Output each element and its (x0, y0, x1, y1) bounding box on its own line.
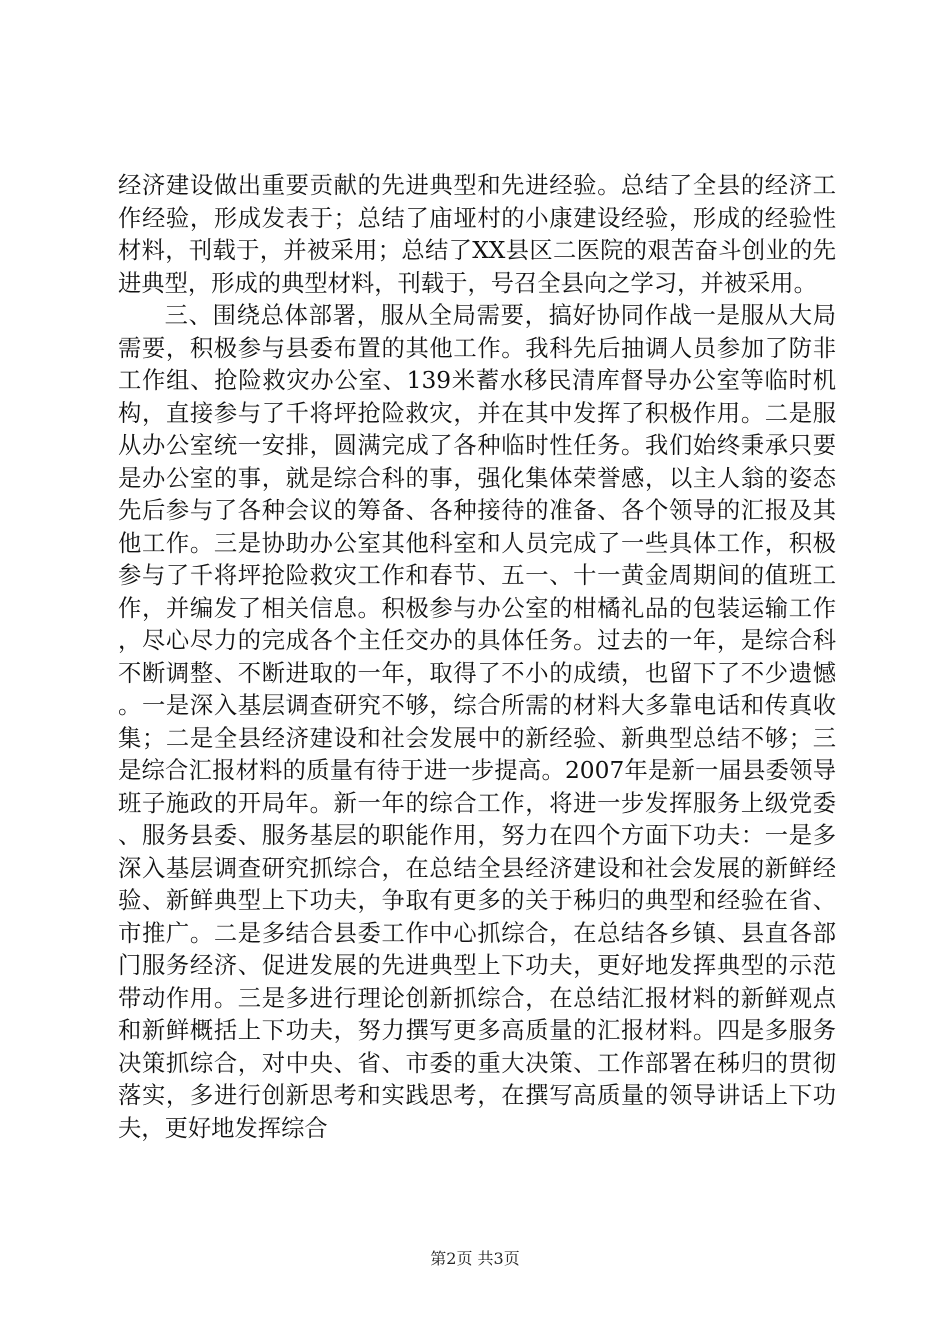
paragraph-2: 三、围绕总体部署，服从全局需要，搞好协同作战一是服从大局需要，积极参与县委布置的其他工作。我科先后抽调人员参加了防非工作组、抢险救灾办公室、139米蓄水移民清库督导办公室等临时机构，直接参与了千将坪抢险救灾，并在其中发挥了积极作用。二是服从办公室统一安排，圆满完成了各种临时性任务。我们始终秉承只要是办公室的事，就是综合科的事，强化集体荣誉感，以主人翁的姿态先后参与了各种会议的筹备、各种接待的准备、各个领导的汇报及其他工作。三是协助办公室其他科室和人员完成了一些具体工作，积极参与了千将坪抢险救灾工作和春节、五一、十一黄金周期间的值班工作，并编发了相关信息。积极参与办公室的柑橘礼品的包装运输工作，尽心尽力的完成各个主任交办的具体任务。过去的一年，是综合科不断调整、不断进取的一年，取得了不小的成绩，也留下了不少遗憾。一是深入基层调查研究不够，综合所需的材料大多靠电话和传真收集；二是全县经济建设和社会发展中的新经验、新典型总结不够；三是综合汇报材料的质量有待于进一步提高。2007年是新一届县委领导班子施政的开局年。新一年的综合工作，将进一步发挥服务上级党委、服务县委、服务基层的职能作用，努力在四个方面下功夫：一是多深入基层调查研究抓综合，在总结全县经济建设和社会发展的新鲜经验、新鲜典型上下功夫，争取有更多的关于秭归的典型和经验在省、市推广。二是多结合县委工作中心抓综合，在总结各乡镇、县直各部门服务经济、促进发展的先进典型上下功夫，更好地发挥典型的示范带动作用。三是多进行理论创新抓综合，在总结汇报材料的新鲜观点和新鲜概括上下功夫，努力撰写更多高质量的汇报材料。四是多服务决策抓综合，对中央、省、市委的重大决策、工作部署在秭归的贯彻落实，多进行创新思考和实践思考，在撰写高质量的领导讲话上下功夫，更好地发挥综合 (118, 302, 836, 1142)
document-body (118, 170, 836, 1145)
paragraph-1: 经济建设做出重要贡献的先进典型和先进经验。总结了全县的经济工作经验，形成发表于；总结了庙垭村的小康建设经验，形成的经验性材料，刊载于，并被采用；总结了XX县区二医院的艰苦奋斗创业的先进典型，形成的典型材料，刊载于，号召全县向之学习，并被采用。 (118, 172, 836, 297)
page-number-footer: 第2页 共3页 (430, 1249, 520, 1268)
